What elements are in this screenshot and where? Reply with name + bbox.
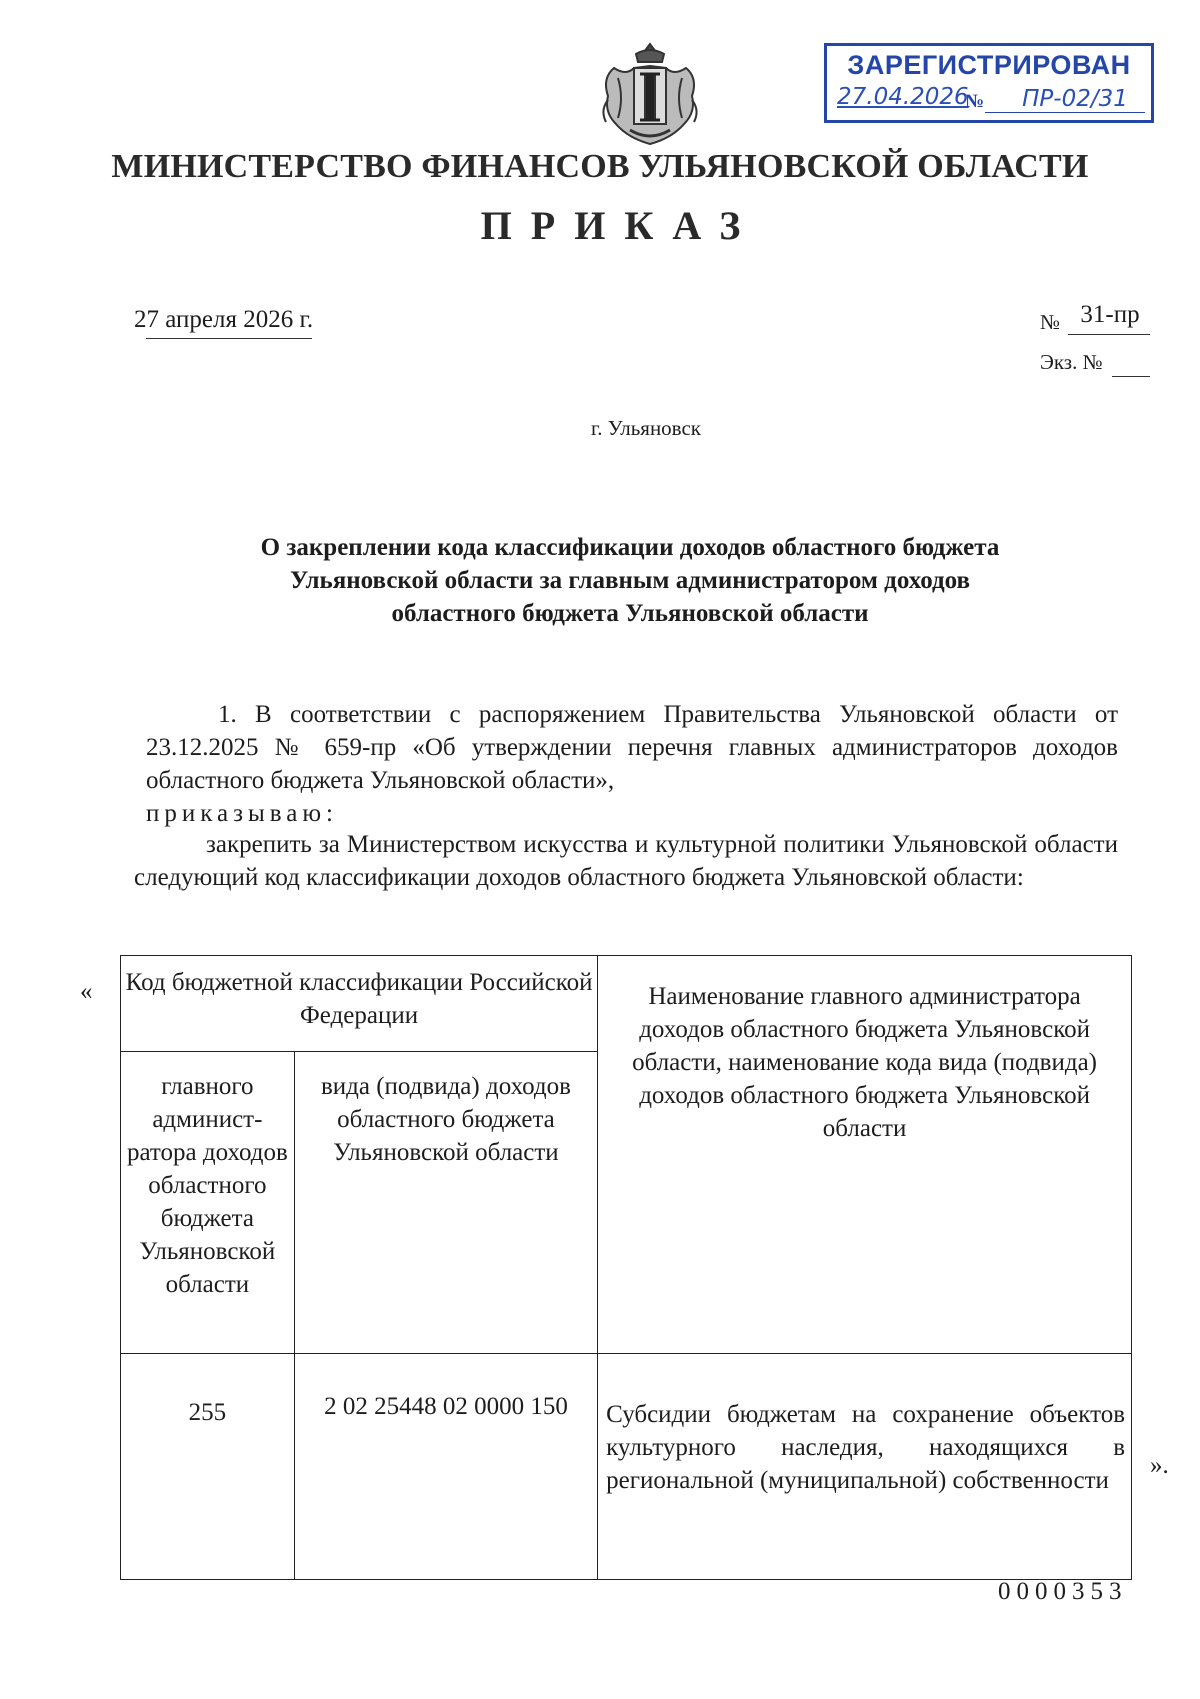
- income-name-cell: Субсидии бюджетам на сохранение объектов культурного наследия, находящихся в региональной (муниципальной) собственности: [598, 1354, 1132, 1580]
- copy-number-underline: [1112, 376, 1150, 377]
- order-number: 31-пр: [1080, 301, 1140, 328]
- order-word: приказываю:: [146, 800, 338, 827]
- table-header-income-code: вида (подвида) доходов областного бюджета Ульяновской области: [294, 1052, 597, 1354]
- classification-table: [120, 955, 1132, 1580]
- stamp-date: 27.04.2026: [837, 84, 969, 110]
- stamp-number: ПР-02/31: [985, 86, 1145, 113]
- coat-of-arms-emblem: [594, 38, 706, 150]
- table-header-admin-code: главного админист-ратора доходов областного бюджета Ульяновской области: [121, 1052, 295, 1354]
- ministry-title: МИНИСТЕРСТВО ФИНАНСОВ УЛЬЯНОВСКОЙ ОБЛАСТИ: [111, 148, 1089, 185]
- table-quote-open: «: [80, 978, 93, 1005]
- stamp-number-label: №: [965, 91, 985, 112]
- table-row: [121, 1354, 1132, 1580]
- document-serial-number: 0000353: [998, 1578, 1128, 1605]
- stamp-title: ЗАРЕГИСТРИРОВАН: [847, 50, 1131, 80]
- order-number-label: №: [1040, 310, 1061, 334]
- registration-stamp: [824, 43, 1154, 123]
- table-header-group: Код бюджетной классификации Российской Федерации: [121, 956, 598, 1052]
- subject-line: областного бюджета Ульяновской области: [391, 600, 869, 627]
- table-quote-close: ».: [1150, 1452, 1169, 1479]
- paragraph-2: [134, 828, 1118, 894]
- number-underline: [1068, 334, 1150, 335]
- admin-code-cell: 255: [121, 1354, 295, 1580]
- subject-line: О закреплении кода классификации доходов областного бюджета: [260, 534, 1000, 561]
- subject-line: Ульяновской области за главным администратором доходов: [289, 567, 971, 594]
- paragraph-1-text: 1. В соответствии с распоряжением Правительства Ульяновской области от 23.12.2025 № 659-пр «Об утверждении перечня главных администраторов доходов областного бюджета Ульяновской области»,: [146, 701, 1118, 794]
- paragraph-1: [146, 698, 1118, 797]
- document-type: ПРИКАЗ: [480, 203, 760, 248]
- order-date: 27 апреля 2026 г.: [134, 306, 314, 333]
- order-subject: [180, 531, 1080, 630]
- date-underline: [146, 338, 312, 339]
- table-header-name: Наименование главного администратора доходов областного бюджета Ульяновской области, наименование кода вида (подвида) доходов областного бюджета Ульяновской области: [598, 956, 1132, 1354]
- copy-number-label: Экз. №: [1040, 350, 1103, 374]
- city: г. Ульяновск: [590, 416, 701, 440]
- income-code-cell: 2 02 25448 02 0000 150: [294, 1354, 597, 1580]
- paragraph-2-text: закрепить за Министерством искусства и культурной политики Ульяновской области следующий код классификации доходов областного бюджета Ульяновской области:: [134, 831, 1118, 891]
